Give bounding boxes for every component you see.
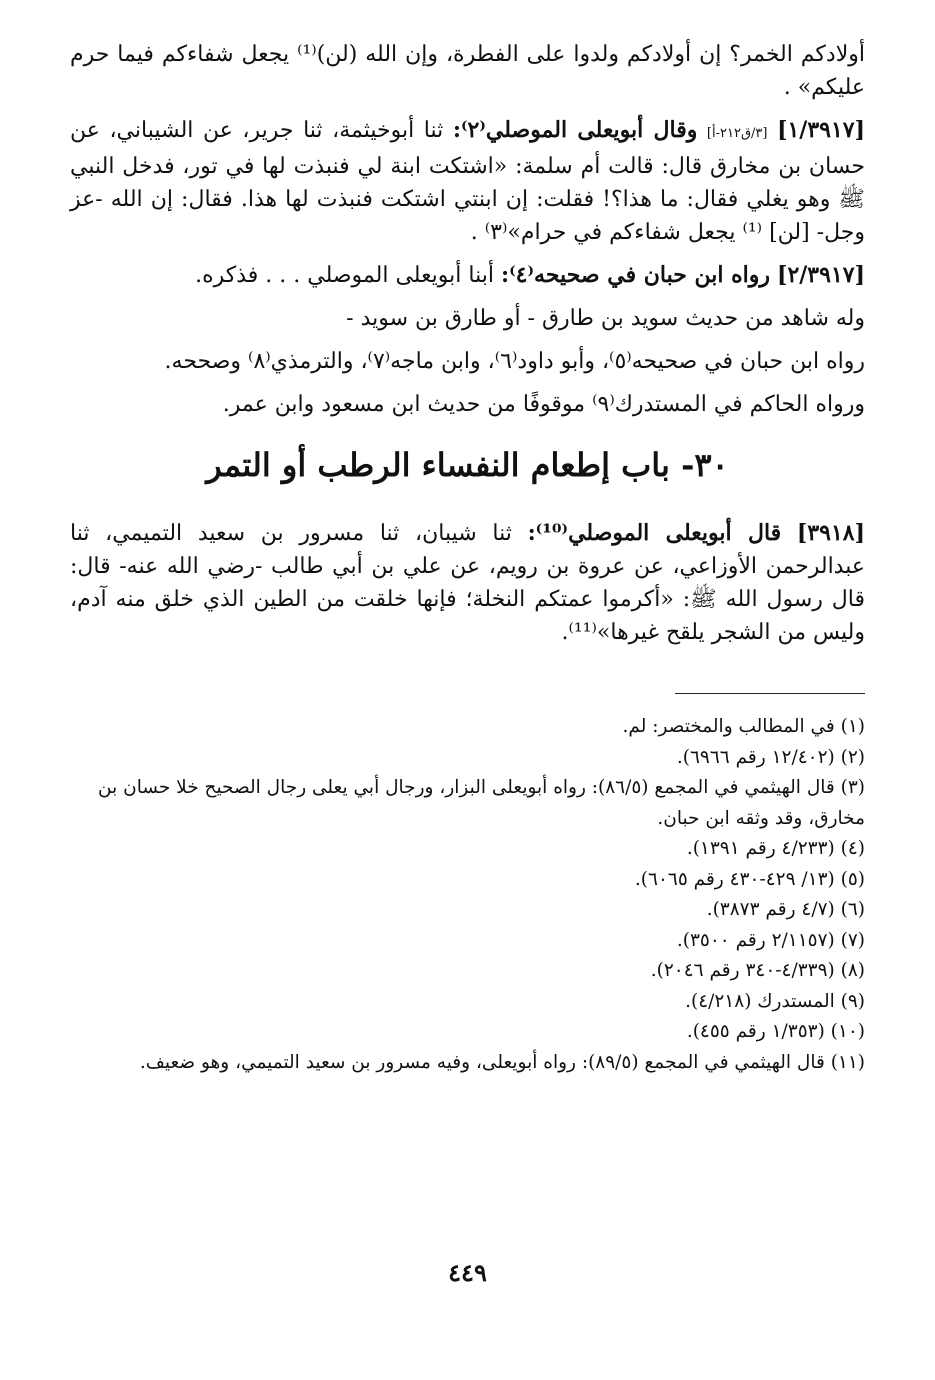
hadith-lead: قال أبويعلى الموصلي⁽¹⁰⁾: xyxy=(527,520,782,546)
hadith-lead: رواه ابن حبان في صحيحه⁽٤⁾: xyxy=(500,262,771,288)
footnote-1: (١) في المطالب والمختصر: لم. xyxy=(622,716,865,737)
footnote-3: (٣) قال الهيثمي في المجمع (٨٦/٥): رواه أبويعلى البزار، ورجال أبي يعلى رجال الصحيح خلا حسان بن مخارق، وقد وثقه ابن حبان. xyxy=(98,777,865,829)
manuscript-ref: [٣/ق٢١٢-أ] xyxy=(706,126,768,141)
hadith-text: ثنا أبوخيثمة، ثنا جرير، عن الشيباني، عن حسان بن مخارق قال: قالت أم سلمة: «اشتكت ابنة لي فنبذت لها في تور، فدخل النبي ﷺ وهو يغلي فقال: ما هذا؟! فقلت: إن ابنتي اشتكت فنبذت لها هذا. فقال: إن الله -عز وجل- [لن] ⁽¹⁾ يجعل شفاءكم في حرام»⁽٣⁾ . xyxy=(70,118,865,245)
hadith-ref: [١/٣٩١٧] xyxy=(777,117,866,143)
footnote-10: (١٠) (١/٣٥٣ رقم ٤٥٥). xyxy=(686,1021,865,1042)
footnote-2: (٢) (١٢/٤٠٢ رقم ٦٩٦٦). xyxy=(676,746,865,768)
hadith-ref: [٣٩١٨] xyxy=(796,520,865,546)
hadith-lead: وقال أبويعلى الموصلي⁽٢⁾: xyxy=(452,117,698,143)
hadith-text: ثنا شيبان، ثنا مسرور بن سعيد التميمي، ثنا عبدالرحمن الأوزاعي، عن عروة بن رويم، عن علي بن أبي طالب -رضي الله عنه- قال: قال رسول الله ﷺ: «أكرموا عمتكم النخلة؛ فإنها خلقت من الطين الذي خلق منه آدم، وليس من الشجر يلقح غيرها»⁽¹¹⁾. xyxy=(70,521,865,645)
paragraph-hakim: ورواه الحاكم في المستدرك⁽٩⁾ موقوفًا من حديث ابن مسعود وابن عمر. xyxy=(222,392,865,417)
footnotes xyxy=(70,712,865,1078)
footnote-9: (٩) المستدرك (٤/٢١٨). xyxy=(685,990,865,1012)
footnote-11: (١١) قال الهيثمي في المجمع (٨٩/٥): رواه أبويعلى، وفيه مسرور بن سعيد التميمي، وهو ضعيف. xyxy=(139,1051,865,1073)
footnote-5: (٥) (١٣/ ٤٢٩-٤٣٠ رقم ٦٠٦٥). xyxy=(634,868,865,890)
chapter-heading: ٣٠- باب إطعام النفساء الرطب أو التمر xyxy=(206,446,729,484)
footnote-4: (٤) (٤/٢٣٣ رقم ١٣٩١). xyxy=(686,838,865,859)
footnote-8: (٨) (٤/٣٣٩-٣٤٠ رقم ٢٠٤٦). xyxy=(650,960,865,981)
hadith-3918 xyxy=(70,517,865,649)
footnote-7: (٧) (٢/١١٥٧ رقم ٣٥٠٠). xyxy=(676,929,865,951)
paragraph-witness: وله شاهد من حديث سويد بن طارق - أو طارق بن سويد - xyxy=(346,306,865,331)
footnote-divider xyxy=(675,693,865,694)
hadith-ref: [٢/٣٩١٧] xyxy=(777,262,865,288)
main-text xyxy=(70,38,865,649)
paragraph-1: أولادكم الخمر؟ إن أولادكم ولدوا على الفطرة، وإن الله (لن)⁽¹⁾ يجعل شفاءكم فيما حرم عليكم» . xyxy=(70,42,865,100)
paragraph-narrations: رواه ابن حبان في صحيحه⁽٥⁾، وأبو داود⁽٦⁾، وابن ماجه⁽٧⁾، والترمذي⁽٨⁾ وصححه. xyxy=(164,349,865,374)
page-number: ٤٤٩ xyxy=(448,1258,487,1287)
hadith-3917-2 xyxy=(70,259,865,292)
hadith-text: أبنا أبويعلى الموصلي . . . فذكره. xyxy=(195,263,494,288)
footnote-6: (٦) (٤/٧ رقم ٣٨٧٣). xyxy=(706,899,865,920)
hadith-3917-1 xyxy=(70,114,865,249)
